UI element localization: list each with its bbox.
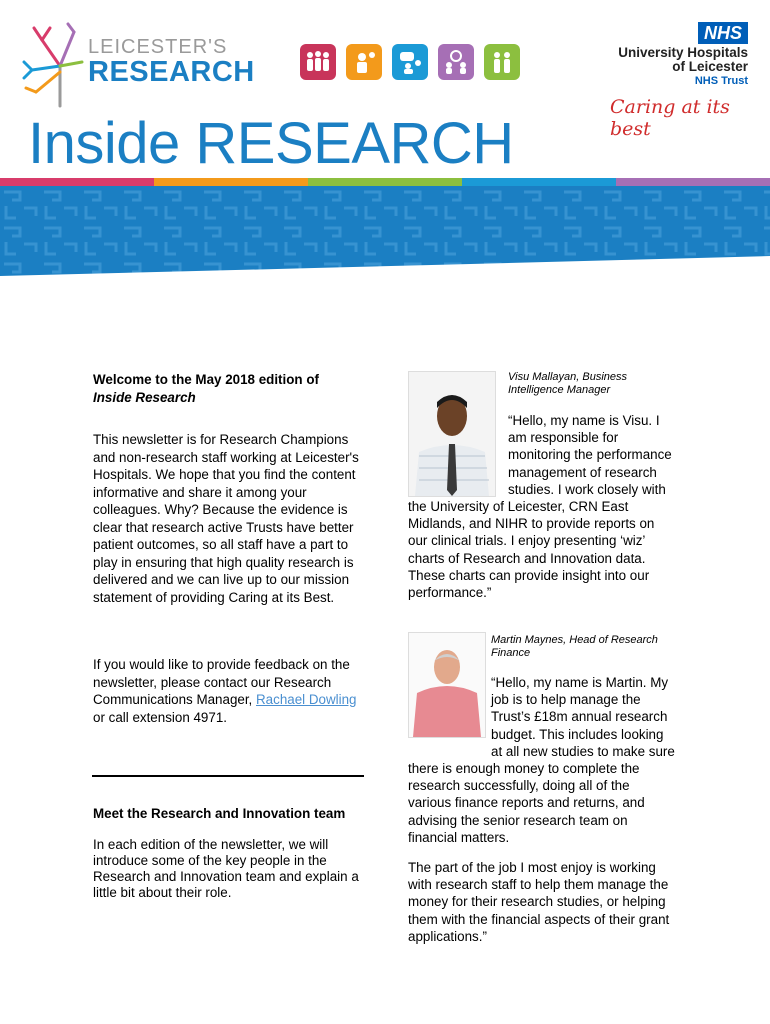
nhs-logo: NHS xyxy=(698,22,748,44)
float-spacer xyxy=(408,674,491,744)
stripe-blue xyxy=(462,178,616,186)
chat-icon xyxy=(392,44,428,80)
theme-icons xyxy=(300,44,520,80)
stripe-pink xyxy=(0,178,154,186)
trust-line3: NHS Trust xyxy=(694,75,748,87)
person-idea-icon xyxy=(346,44,382,80)
visu-quote: “Hello, my name is Visu. I am responsible for monitoring the performance management of research studies. I work closely with the University of Leicester, CRN East Midlands, and NIHR to provide reports on our clinical trials. I enjoy presenting ‘wiz’ charts of Research and Innovation data. These charts can provide insight into our performance.” xyxy=(408,413,672,601)
leicesters-research-tree-logo xyxy=(22,22,86,110)
team-intro: In each edition of the newsletter, we will introduce some of the key people in the Research and Innovation team and explain a little bit about their role. xyxy=(93,837,359,900)
masthead-a: Inside RE xyxy=(28,111,275,176)
people-icon xyxy=(300,44,336,80)
masthead-title xyxy=(28,110,514,177)
trust-line2: of Leicester xyxy=(672,59,748,74)
martin-quote: “Hello, my name is Martin. My job is to help manage the Trust’s £18m annual research budget. This includes looking at all new studies to make sure there is enough money to complete the research successfully, doing all of the various finance reports and returns, and advising the senior research team on financial matters. xyxy=(408,675,675,845)
section-divider xyxy=(92,775,364,777)
trust-line1: University Hospitals xyxy=(618,45,748,60)
logo-line2: RESEARCH xyxy=(88,56,255,88)
rachael-dowling-link[interactable]: Rachael Dowling xyxy=(256,692,357,707)
stripe-purple xyxy=(616,178,770,186)
team-heading: Meet the Research and Innovation team xyxy=(93,806,346,821)
welcome-heading-italic: Inside Research xyxy=(93,389,196,405)
welcome-heading: Welcome to the May 2018 edition of Inside Research xyxy=(93,372,319,405)
slogan: Caring at its best xyxy=(610,96,730,140)
intro-paragraph: This newsletter is for Research Champions and non-research staff working at Leicester's Hospitals. We hope that you find the content informative and share it among your colleagues. Why? Because the evidence is clear that research active Trusts have better patient outcomes, so all staff have a part to play in ensuring that high quality research is delivered and we can live up to our mission statement of providing Caring at its Best. xyxy=(93,432,359,605)
patients-icon xyxy=(484,44,520,80)
trust-name xyxy=(618,46,748,74)
stripe-orange xyxy=(154,178,308,186)
martin-caption: Martin Maynes, Head of Research Finance xyxy=(491,634,658,659)
header-banner xyxy=(0,186,770,276)
float-spacer xyxy=(408,412,508,492)
logo-line1: LEICESTER'S xyxy=(88,36,228,58)
martin-quote-2: The part of the job I most enjoy is working with research staff to help them manage the money for their research studies, or helping them with the financial aspects of their grant applications.” xyxy=(408,860,670,944)
feedback-paragraph: If you would like to provide feedback on the newsletter, please contact our Research Communications Manager, Rachael Dowling or call extension 4971. xyxy=(93,657,357,725)
search-group-icon xyxy=(438,44,474,80)
visu-caption: Visu Mallayan, Business Intelligence Manager xyxy=(508,371,628,396)
masthead-b: SEARCH xyxy=(274,111,514,176)
stripe-green xyxy=(308,178,462,186)
